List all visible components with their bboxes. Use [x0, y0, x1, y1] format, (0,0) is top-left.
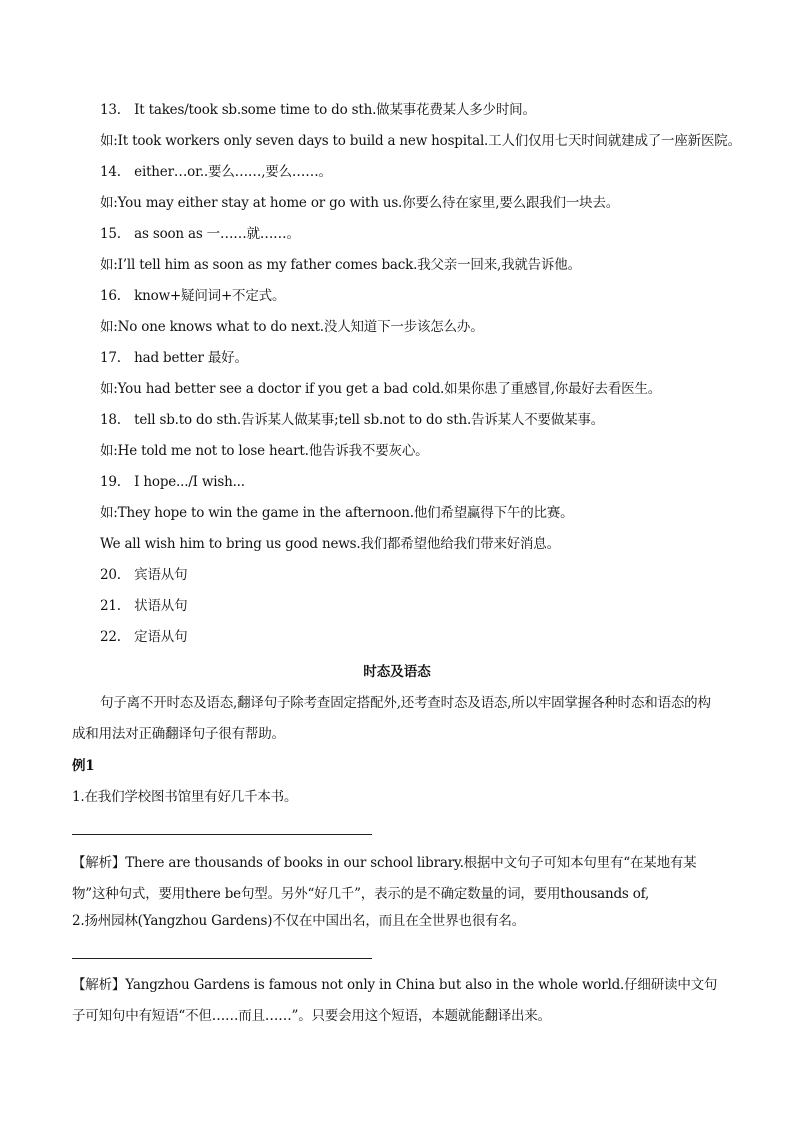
answer-line-1	[72, 834, 372, 835]
section-heading: 时态及语态	[363, 664, 431, 680]
item-19-example-2: We all wish him to bring us good news.我们都希望他给我们带来好消息。	[100, 536, 560, 552]
analysis-1: 【解析】There are thousands of books in our school library.根据中文句子可知本句里有“在某地有某物”这种句式，要用there be句型。另外“好几千”，表示的是不确定数量的词，要用thousands of,	[72, 855, 697, 902]
item-15: 15. as soon as 一……就……。	[100, 226, 300, 242]
item-20: 20. 宾语从句	[100, 567, 188, 583]
analysis-2: 【解析】Yangzhou Gardens is famous not only in China but also in the whole world.仔细研读中文句子可知句中有短语“不但……而且……”。只要会用这个短语，本题就能翻译出来。	[72, 977, 718, 1024]
item-13: 13. It takes/took sb.some time to do sth.做某事花费某人多少时间。	[100, 102, 536, 118]
item-13-example: 如:It took workers only seven days to build a new hospital.工人们仅用七天时间就建成了一座新医院。	[100, 133, 741, 149]
answer-line-2	[72, 958, 372, 959]
question-2: 2.扬州园林(Yangzhou Gardens)不仅在中国出名，而且在全世界也很有名。	[72, 913, 526, 929]
item-21: 21. 状语从句	[100, 598, 188, 614]
example-label: 例1	[72, 758, 95, 774]
item-18: 18. tell sb.to do sth.告诉某人做某事;tell sb.not to do sth.告诉某人不要做某事。	[100, 412, 605, 428]
item-14: 14. either…or..要么……,要么……。	[100, 164, 332, 180]
item-17-example: 如:You had better see a doctor if you get a bad cold.如果你患了重感冒,你最好去看医生。	[100, 381, 662, 397]
item-16: 16. know+疑问词+不定式。	[100, 288, 286, 304]
item-19-example: 如:They hope to win the game in the afternoon.他们希望赢得下午的比赛。	[100, 505, 574, 521]
section-intro: 句子离不开时态及语态,翻译句子除考查固定搭配外,还考查时态及语态,所以牢固掌握各种时态和语态的构成和用法对正确翻译句子很有帮助。	[72, 695, 711, 742]
item-22: 22. 定语从句	[100, 629, 188, 645]
item-17: 17. had better 最好。	[100, 350, 248, 366]
item-15-example: 如:I’ll tell him as soon as my father comes back.我父亲一回来,我就告诉他。	[100, 257, 581, 273]
item-16-example: 如:No one knows what to do next.没人知道下一步该怎么办。	[100, 319, 484, 335]
question-1: 1.在我们学校图书馆里有好几千本书。	[72, 789, 298, 805]
item-18-example: 如:He told me not to lose heart.他告诉我不要灰心。	[100, 443, 429, 459]
item-19: 19. I hope.../I wish...	[100, 474, 245, 490]
item-14-example: 如:You may either stay at home or go with us.你要么待在家里,要么跟我们一块去。	[100, 195, 620, 211]
